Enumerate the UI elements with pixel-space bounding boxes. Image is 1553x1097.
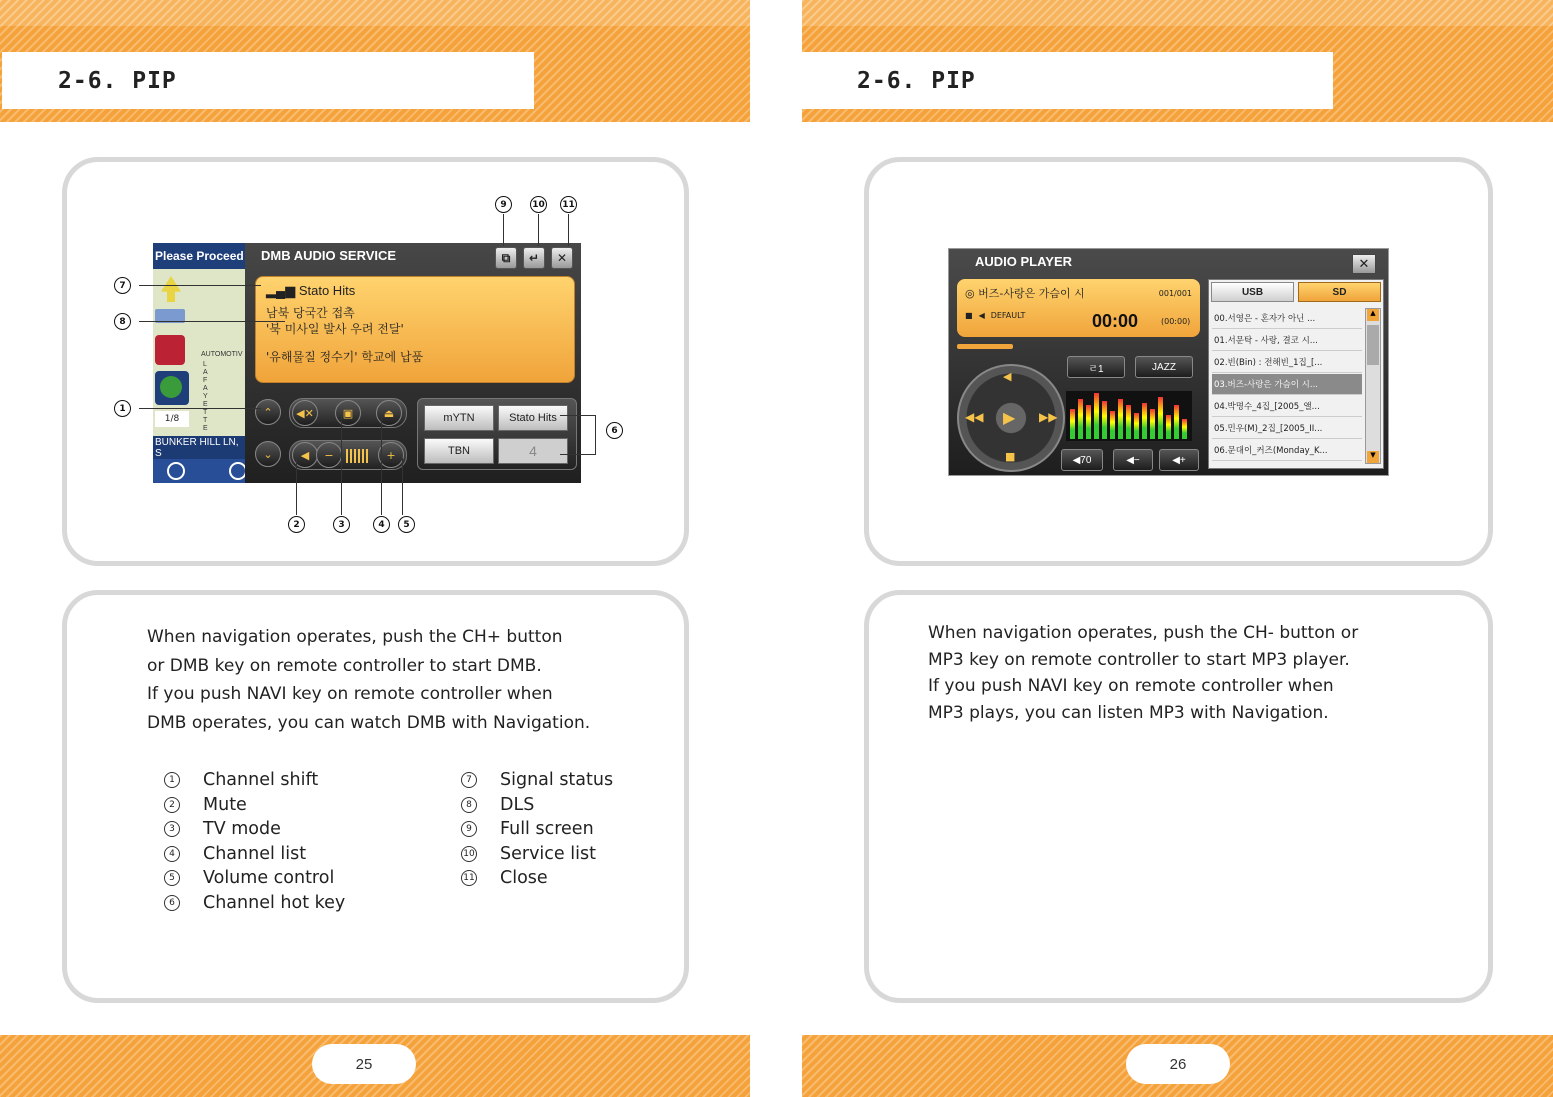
prev-icon[interactable]: ◀: [978, 311, 985, 320]
legend-right: [461, 768, 613, 891]
speaker-icon: ◀: [292, 442, 318, 468]
section-title: 2-6. PIP: [857, 67, 976, 94]
dls-line-3: '유해물질 정수기' 학교에 납품: [266, 350, 424, 364]
compass-icon: [155, 371, 189, 405]
description-text: When navigation operates, push the CH- button or MP3 key on remote controller to start MP3 player. If you push NAVI key on remote controller when MP3 plays, you can listen MP3 with Navigation.: [928, 623, 1359, 723]
channel-list-button[interactable]: ⏏: [376, 400, 402, 426]
legend-item: 2 Mute: [164, 793, 345, 818]
callout-9: 9: [495, 196, 512, 213]
eq-jazz-button[interactable]: JAZZ: [1135, 356, 1193, 378]
map-scale: 1/8: [155, 411, 189, 427]
callout-8: 8: [114, 313, 131, 330]
callout-1: 1: [114, 400, 131, 417]
stop-icon[interactable]: ■: [1005, 450, 1016, 463]
gps-icon: [155, 335, 185, 365]
top-control-bar: [289, 398, 407, 428]
now-playing-display: [957, 279, 1200, 337]
callout-line-4: [381, 415, 382, 515]
tab-usb[interactable]: USB: [1211, 282, 1294, 302]
page-number: 26: [1126, 1044, 1230, 1084]
dmb-screenshot: [153, 243, 581, 483]
page-number: 25: [312, 1044, 416, 1084]
volume-control: [289, 440, 407, 470]
playlist-item[interactable]: 02.빈(Bin) : 전해빈_1집_[...: [1212, 352, 1362, 373]
full-screen-button[interactable]: ⧉: [495, 247, 517, 269]
track-counter: 001/001: [1158, 288, 1192, 298]
channel-hot-key-3[interactable]: TBN: [424, 438, 494, 464]
description-text: When navigation operates, push the CH+ button or DMB key on remote controller to start DMB. If you push NAVI key on remote controller when DMB operates, you can watch DMB with Navigation.: [147, 627, 591, 733]
legend-item: 8 DLS: [461, 793, 613, 818]
scroll-thumb[interactable]: [1367, 325, 1379, 365]
channel-hot-key-2[interactable]: Stato Hits: [498, 405, 568, 431]
callout-bracket-6: [560, 415, 596, 455]
scroll-down-icon[interactable]: ▼: [1367, 451, 1379, 463]
playback-wheel: [957, 364, 1065, 472]
dls-display: [255, 276, 575, 383]
fast-forward-icon[interactable]: ▶▶: [1039, 410, 1058, 424]
play-icon[interactable]: ▶: [1003, 408, 1016, 427]
volume-down-button[interactable]: ◀−: [1113, 449, 1153, 471]
navigation-map: [153, 243, 245, 483]
playlist: [1208, 279, 1384, 469]
callout-3: 3: [333, 516, 350, 533]
mute-button[interactable]: ◀✕: [292, 400, 318, 426]
equalizer-display: [1066, 391, 1192, 441]
volume-icon[interactable]: ◀: [1003, 370, 1012, 383]
dmb-window-title: DMB AUDIO SERVICE: [261, 248, 397, 263]
volume-level-bar: [346, 449, 368, 463]
map-toolbar: [153, 459, 245, 483]
legend-item: 1 Channel shift: [164, 768, 345, 793]
map-street-name: BUNKER HILL LN, S: [153, 436, 245, 459]
station-name: ▂▄▆ Stato Hits: [266, 283, 356, 298]
stop-icon[interactable]: ■: [965, 311, 973, 320]
page-26: [802, 0, 1553, 1097]
now-playing-title: ◎ 버즈-사랑은 가슴이 시: [965, 287, 1085, 300]
volume-up-button[interactable]: +: [378, 442, 404, 468]
callout-line-10: [538, 214, 539, 246]
channel-hot-keys: [417, 398, 577, 470]
callout-line-5: [402, 458, 403, 515]
map-poi-label: AUTOMOTIV: [201, 351, 243, 358]
tab-sd[interactable]: SD: [1298, 282, 1381, 302]
callout-5: 5: [398, 516, 415, 533]
legend-item: 9 Full screen: [461, 817, 613, 842]
callout-line-7: [139, 285, 261, 286]
playlist-item[interactable]: 06.문대이_커즈(Monday_K...: [1212, 440, 1362, 461]
map-street-label: LAFAYETTE: [203, 361, 208, 432]
scroll-up-icon[interactable]: ▲: [1367, 309, 1379, 321]
eq-preset-button[interactable]: ㄹ1: [1067, 356, 1125, 378]
signal-icon: ▂▄▆: [266, 283, 296, 298]
legend-item: 6 Channel hot key: [164, 891, 345, 916]
mode-label: DEFAULT: [990, 311, 1026, 320]
playlist-item[interactable]: 00.서영은 - 혼자가 아닌 ...: [1212, 308, 1362, 329]
audio-player-screenshot: [948, 248, 1389, 476]
service-list-button[interactable]: ↵: [523, 247, 545, 269]
callout-line-11: [568, 214, 569, 246]
audio-player-title: AUDIO PLAYER: [975, 254, 1073, 269]
elapsed-time: 00:00: [1092, 311, 1139, 331]
callout-line-8: [139, 321, 285, 322]
rewind-icon[interactable]: ◀◀: [965, 410, 984, 424]
callout-line-9: [503, 214, 504, 246]
close-button[interactable]: ✕: [551, 247, 573, 269]
page-25: [0, 0, 750, 1097]
playlist-scrollbar[interactable]: [1365, 308, 1381, 464]
callout-line-3: [341, 415, 342, 515]
callout-7: 7: [114, 277, 131, 294]
progress-bar[interactable]: [957, 344, 1013, 349]
playlist-item[interactable]: 01.서문탁 - 사랑, 결코 시...: [1212, 330, 1362, 351]
callout-line-2: [296, 458, 297, 515]
total-time: (00:00): [1161, 317, 1191, 326]
callout-10: 10: [530, 196, 547, 213]
callout-11: 11: [560, 196, 577, 213]
close-button[interactable]: ✕: [1352, 254, 1376, 274]
channel-up-button[interactable]: ⌃: [255, 399, 281, 425]
section-title: 2-6. PIP: [58, 67, 177, 94]
legend-item: 11 Close: [461, 866, 613, 891]
dls-line-2: '북 미사일 발사 우려 전달': [266, 322, 404, 336]
section-title-box: [2, 52, 534, 109]
callout-6: 6: [606, 422, 623, 439]
dmb-panel: [245, 243, 581, 483]
disc-icon: ◎: [965, 287, 975, 300]
legend-item: 4 Channel list: [164, 842, 345, 867]
legend-item: 3 TV mode: [164, 817, 345, 842]
channel-down-button[interactable]: ⌄: [255, 441, 281, 467]
direction-arrow-icon: [161, 276, 181, 302]
legend-left: [164, 768, 345, 915]
tv-mode-button[interactable]: ▣: [335, 400, 361, 426]
playlist-item-selected[interactable]: 03.버즈-사랑은 가슴이 시...: [1212, 374, 1362, 395]
legend-item: 5 Volume control: [164, 866, 345, 891]
section-title-box: [802, 52, 1333, 109]
dls-line-1: 남북 당국간 접촉: [266, 306, 355, 320]
playlist-item[interactable]: 04.박명수_4집_[2005_앨...: [1212, 396, 1362, 417]
map-banner: Please Proceed: [153, 243, 245, 269]
channel-hot-key-1[interactable]: mYTN: [424, 405, 494, 431]
volume-down-button[interactable]: −: [316, 442, 342, 468]
legend-item: 10 Service list: [461, 842, 613, 867]
volume-level: ◀ 70: [1061, 449, 1103, 471]
volume-up-button[interactable]: ◀+: [1159, 449, 1199, 471]
callout-2: 2: [288, 516, 305, 533]
playlist-item[interactable]: 05.민우(M)_2집_[2005_II...: [1212, 418, 1362, 439]
zoom-in-icon[interactable]: [167, 462, 185, 480]
callout-line-1: [139, 408, 261, 409]
callout-4: 4: [373, 516, 390, 533]
channel-hot-key-4[interactable]: 4: [498, 438, 568, 464]
legend-item: 7 Signal status: [461, 768, 613, 793]
